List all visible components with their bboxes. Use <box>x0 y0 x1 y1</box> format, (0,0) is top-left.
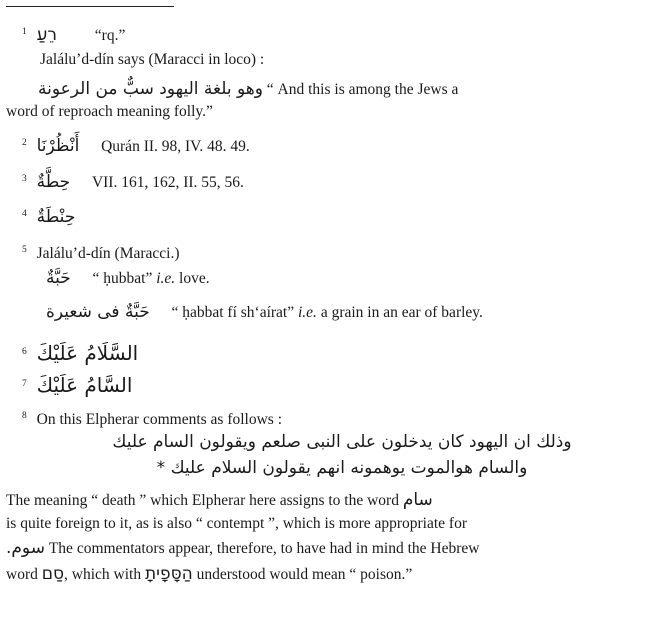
arabic-word: سام <box>402 490 433 510</box>
note-1-line1: Jalálu’d-dín says (Maracci in loco) : <box>40 51 265 68</box>
note-3 <box>22 169 244 193</box>
arabic-word: سوم. <box>6 538 45 558</box>
arabic-quote: وهو بلغة اليهود سبٌّ من الرعونة <box>38 79 263 99</box>
transliteration: “ ḥabbat fí sh‘aírat” <box>171 304 295 321</box>
transliteration: “rq.” <box>94 27 126 45</box>
note-number: 8 <box>22 411 27 421</box>
arabic-word: حِنْطَةٌ <box>36 207 76 228</box>
ie-abbrev: i.e. <box>156 270 176 287</box>
note-4 <box>22 204 75 228</box>
note-1-head <box>22 22 125 46</box>
note-number: 2 <box>22 138 27 148</box>
note-5-line3 <box>46 302 483 323</box>
note-8-intro: On this Elpherar comments as follows : <box>36 411 282 429</box>
footnote-rule <box>6 6 174 7</box>
paragraph-line1 <box>6 490 433 511</box>
reference: VII. 161, 162, II. 55, 56. <box>91 174 244 192</box>
note-1-line2 <box>38 79 458 100</box>
paragraph-line3 <box>6 538 479 559</box>
note-number: 5 <box>22 245 27 255</box>
paragraph-text: word <box>6 566 38 583</box>
note-number: 7 <box>22 379 27 389</box>
note-6 <box>22 342 138 366</box>
hebrew-word: סַם <box>41 564 65 584</box>
note-number: 4 <box>22 209 27 219</box>
note-5-line1: Jalálu’d-dín (Maracci.) <box>36 245 180 263</box>
arabic-word: حَبَّةٌ <box>46 268 71 288</box>
note-2 <box>22 133 250 157</box>
english-translation: “ And this is among the Jews a <box>266 81 459 98</box>
note-number: 1 <box>22 27 27 37</box>
transliteration: “ ḥubbat” <box>92 270 153 287</box>
ie-abbrev: i.e. <box>298 304 317 321</box>
hebrew-word: הַסָּפָיתָ <box>144 564 193 584</box>
gloss: a grain in an ear of barley. <box>320 304 483 321</box>
arabic-quote-line1: وذلك ان اليهود كان يدخلون على النبى صلعم ويقولون السام عليك <box>112 432 572 452</box>
paragraph-text: understood would mean “ poison.” <box>196 566 413 583</box>
arabic-word: حِطَّةٌ <box>36 172 71 193</box>
paragraph-text: The commentators appear, therefore, to have had in mind the Hebrew <box>48 540 480 557</box>
reference: Qurán II. 98, IV. 48. 49. <box>101 138 250 156</box>
gloss: love. <box>179 270 210 287</box>
paragraph-text: The meaning “ death ” which Elpherar here assigns to the word <box>6 492 399 509</box>
paragraph-line2: is quite foreign to it, as is also “ contempt ”, which is more appropriate for <box>6 515 468 532</box>
arabic-phrase: حَبَّةٌ فى شعيرة <box>46 302 150 322</box>
note-5-line2 <box>46 268 210 289</box>
arabic-phrase: السَّامُ عَلَيْكَ <box>36 373 133 398</box>
arabic-quote-line2: والسام هوالموت يوهمونه انهم يقولون السلام عليك * <box>156 458 528 478</box>
paragraph-line4 <box>6 564 412 585</box>
note-number: 6 <box>22 347 27 357</box>
arabic-word: أَنْظُرْنَا <box>36 136 80 157</box>
note-8-head <box>22 406 282 430</box>
note-number: 3 <box>22 174 27 184</box>
note-1-line3: word of reproach meaning folly.” <box>6 103 213 120</box>
paragraph-text: , which with <box>64 566 142 583</box>
arabic-phrase: السَّلَامُ عَلَيْكَ <box>36 341 139 366</box>
note-5-head <box>22 240 180 264</box>
note-7 <box>22 374 132 398</box>
hebrew-word: רֵעַ <box>36 25 58 46</box>
